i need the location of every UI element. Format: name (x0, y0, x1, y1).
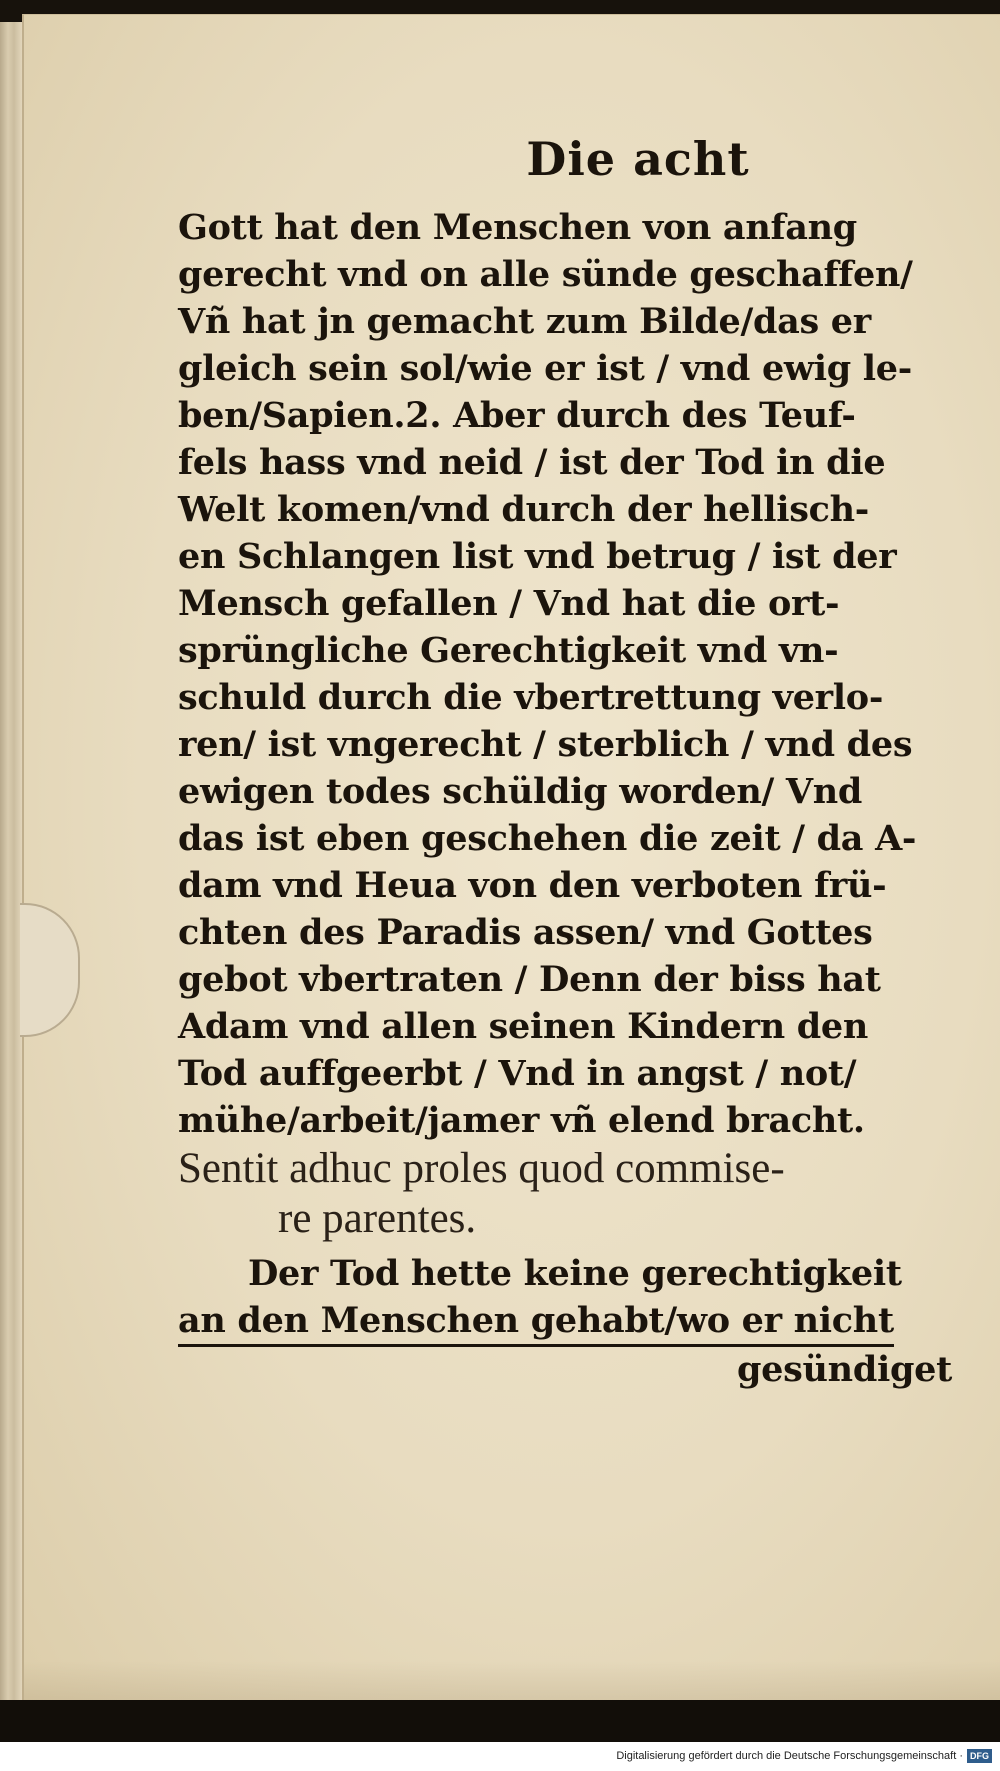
text-line (178, 1297, 978, 1344)
text-line: Gott hat den Menschen von anfang (178, 207, 857, 248)
text-line: gerecht vnd on alle sünde geschaffen/ (178, 254, 913, 295)
text-line: Tod auffgeerbt / Vnd in angst / not/ (178, 1053, 857, 1094)
german-paragraph-2 (178, 1250, 978, 1393)
latin-line: Sentit adhuc proles quod commise- (178, 1145, 785, 1192)
text-line: schuld durch die vbertrettung verlo- (178, 677, 884, 718)
scan-border (0, 1700, 1000, 1742)
latin-line: re parentes. (278, 1195, 477, 1242)
text-line: Der Tod hette keine gerechtigkeit (248, 1253, 902, 1294)
text-line: en Schlangen list vnd betrug / ist der (178, 536, 897, 577)
page-tab (20, 903, 80, 1037)
latin-verse (178, 1144, 978, 1244)
dfg-logo: DFG (967, 1749, 992, 1763)
text-line: ben/Sapien.2. Aber durch des Teuf- (178, 395, 856, 436)
underlined-text: an den Menschen gehabt/wo er nicht (178, 1297, 894, 1347)
text-line: ewigen todes schüldig worden/ Vnd (178, 771, 863, 812)
text-line: Mensch gefallen / Vnd hat die ort- (178, 583, 840, 624)
text-line: das ist eben geschehen die zeit / da A- (178, 818, 917, 859)
text-line: fels hass vnd neid / ist der Tod in die (178, 442, 886, 483)
text-line: ren/ ist vngerecht / sterblich / vnd des (178, 724, 913, 765)
text-line: gebot vbertraten / Denn der biss hat (178, 959, 881, 1000)
text-line: dam vnd Heua von den verboten frü- (178, 865, 887, 906)
text-line: sprüngliche Gerechtigkeit vnd vn- (178, 630, 839, 671)
text-line: Adam vnd allen seinen Kindern den (178, 1006, 869, 1047)
page-heading: Die acht (526, 132, 750, 186)
text-line: mühe/arbeit/jamer vñ elend bracht. (178, 1100, 865, 1141)
text-line: Vñ hat jn gemacht zum Bilde/das er (178, 301, 871, 342)
german-paragraph-1 (178, 204, 978, 1144)
text-line: Welt komen/vnd durch der hellisch- (178, 489, 869, 530)
page-text (178, 132, 978, 1393)
credit-text: Digitalisierung gefördert durch die Deutsche Forschungsgemeinschaft · (616, 1750, 963, 1762)
text-line: chten des Paradis assen/ vnd Gottes (178, 912, 873, 953)
catchword: gesündiget (736, 1349, 952, 1390)
digitization-credit (616, 1745, 992, 1767)
text-line: gleich sein sol/wie er ist / vnd ewig le- (178, 348, 912, 389)
